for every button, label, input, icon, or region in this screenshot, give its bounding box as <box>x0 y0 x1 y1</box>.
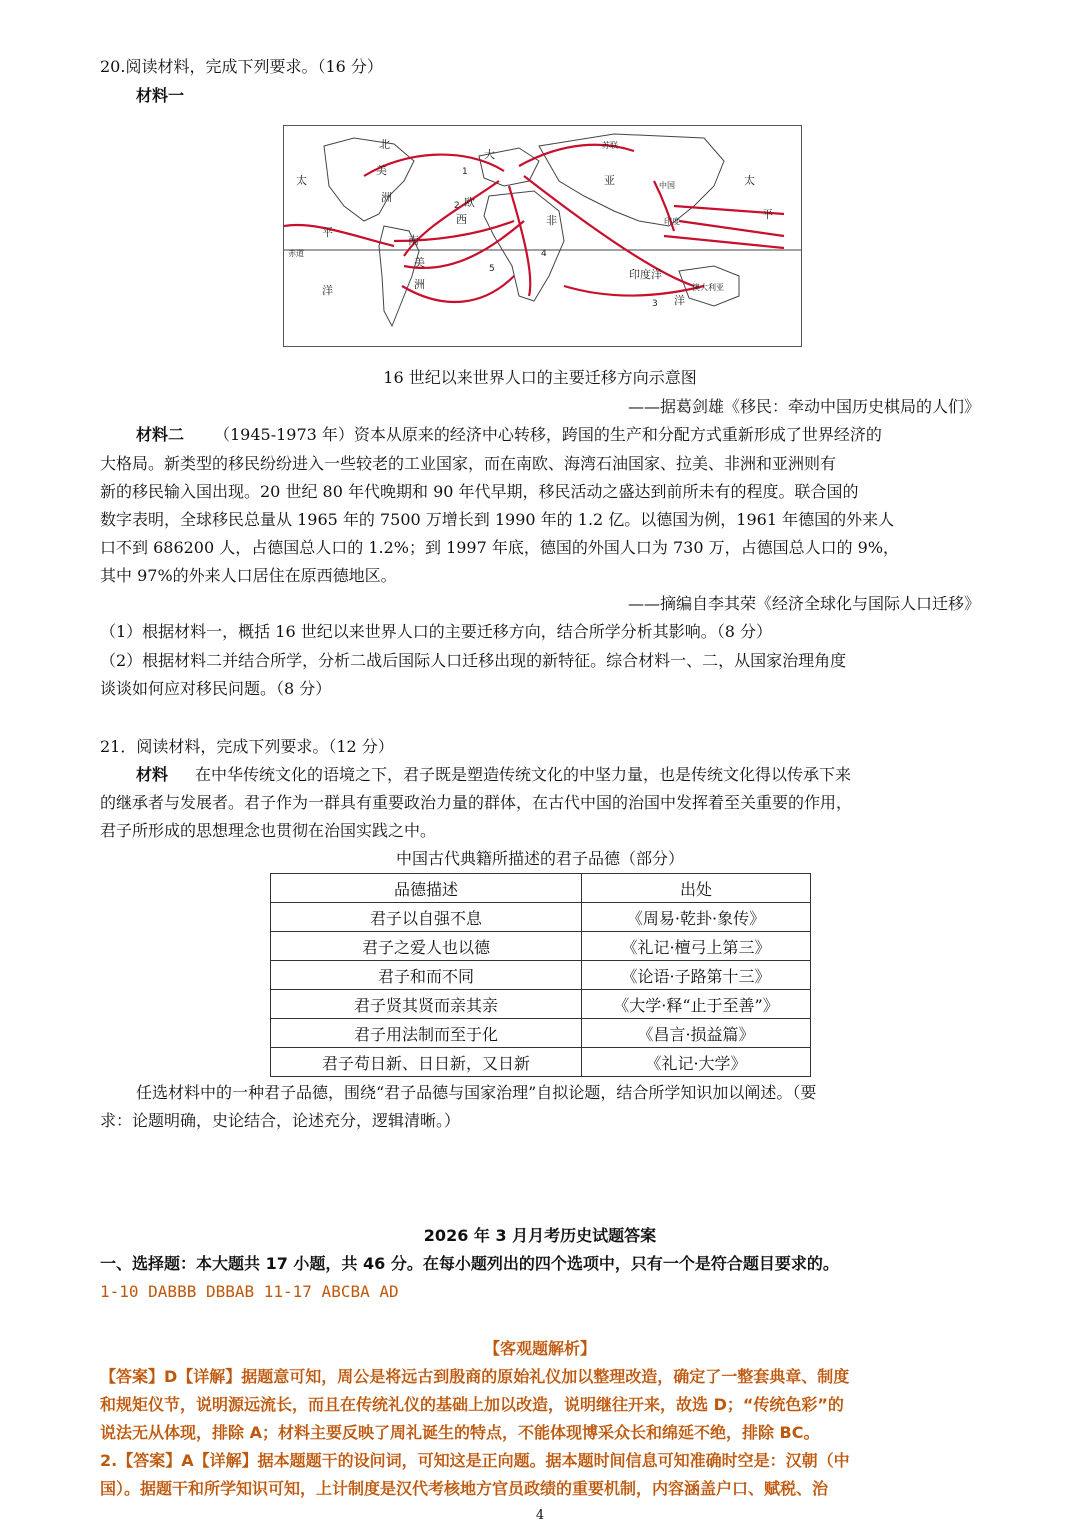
table-cell: 《周易·乾卦·象传》 <box>582 903 811 932</box>
table-cell: 君子贤其贤而亲其亲 <box>271 990 582 1019</box>
table-row <box>271 1019 811 1048</box>
map-label: 洲 <box>381 191 392 204</box>
q21-material-line: 的继承者与发展者。君子作为一群具有重要政治力量的群体，在古代中国的治国中发挥着至关重要的作用， <box>100 793 853 812</box>
q20-heading: 20.阅读材料，完成下列要求。（16 分） <box>100 57 383 76</box>
q20-question-2: （2）根据材料二并结合所学，分析二战后国际人口迁移出现的新特征。综合材料一、二，从国家治理角度 <box>100 651 847 670</box>
map-label: 苏联 <box>602 141 618 150</box>
map-label: 美 <box>376 164 387 177</box>
route-number: 2 <box>454 201 460 211</box>
material2-line: 新的移民输入国出现。20 世纪 80 年代晚期和 90 年代早期，移民活动之盛达到前所未有的程度。联合国的 <box>100 482 859 501</box>
route-number-labels <box>454 167 658 309</box>
q20-question-2-cont: 谈谈如何应对移民问题。（8 分） <box>100 679 332 698</box>
answers-section1: 一、选择题：本大题共 17 小题，共 46 分。在每小题列出的四个选项中，只有一个是符合题目要求的。 <box>100 1254 839 1273</box>
analysis-line: 2.【答案】A【详解】据本题题干的设问词，可知这是正向题。据本题时间信息可知准确时空是：汉朝（中 <box>100 1451 850 1470</box>
map-label: 平 <box>762 208 773 221</box>
route-atlantic-west <box>284 225 394 246</box>
route-europe-africa-south <box>509 186 530 296</box>
table-header: 出处 <box>582 874 811 903</box>
table-header-row <box>271 874 811 903</box>
table-header: 品德描述 <box>271 874 582 903</box>
route-number: 1 <box>462 167 468 177</box>
virtue-table <box>270 873 811 1077</box>
material2-line: 大格局。新类型的移民纷纷进入一些较老的工业国家，而在南欧、海湾石油国家、拉美、非洲和亚洲则有 <box>100 454 837 473</box>
q21-task: 任选材料中的一种君子品德，围绕“君子品德与国家治理”自拟论题，结合所学知识加以阐述。（要 <box>136 1083 817 1102</box>
table-row <box>271 1048 811 1077</box>
table-cell: 《昌言·损益篇》 <box>582 1019 811 1048</box>
q21-material-line: 君子所形成的思想理念也贯彻在治国实践之中。 <box>100 821 437 840</box>
map-caption: 16 世纪以来世界人口的主要迁移方向示意图 <box>383 368 697 387</box>
analysis-title: 【客观题解析】 <box>483 1339 596 1358</box>
route-number: 5 <box>489 264 495 274</box>
page-number: 4 <box>535 1508 545 1523</box>
map-label: 太 <box>296 174 307 187</box>
table-cell: 君子用法制而至于化 <box>271 1019 582 1048</box>
table-cell: 君子以自强不息 <box>271 903 582 932</box>
map-label: 平 <box>322 226 333 239</box>
analysis-line: 和规矩仪节，说明源远流长，而且在传统礼仪的基础上加以改造，说明继往开来，故选 D；“传统色彩”的 <box>100 1395 844 1414</box>
route-asia-pacific-3 <box>664 236 784 248</box>
table-cell: 君子之爱人也以德 <box>271 932 582 961</box>
map-label: 南 <box>408 234 419 247</box>
map-label: 太 <box>744 174 755 187</box>
analysis-line: 国）。据题干和所学知识可知，上计制度是汉代考核地方官员政绩的重要机制，内容涵盖户口、赋税、治 <box>100 1479 829 1498</box>
material2-line: 数字表明，全球移民总量从 1965 年的 7500 万增长到 1990 年的 1.2 亿。以德国为例，1961 年德国的外来人 <box>100 510 895 529</box>
material2-line: 其中 97%的外来人口居住在原西德地区。 <box>100 566 397 585</box>
map-label: 洋 <box>674 294 685 307</box>
migration-map <box>283 125 802 347</box>
map-label: 北 <box>379 138 390 151</box>
q20-material2-label: 材料二 <box>136 425 185 444</box>
table-cell: 君子苟日新、日日新，又日新 <box>271 1048 582 1077</box>
route-asia-pacific-2 <box>679 221 784 236</box>
route-number: 3 <box>652 299 658 309</box>
table-cell: 《礼记·檀弓上第三》 <box>582 932 811 961</box>
map-label: 欧 <box>464 196 475 209</box>
q20-material1-label: 材料一 <box>136 86 185 105</box>
q21-task-cont: 求：论题明确，史论结合，论述充分，逻辑清晰。） <box>100 1111 461 1130</box>
map-label: 非 <box>546 214 557 227</box>
table-cell: 《论语·子路第十三》 <box>582 961 811 990</box>
map-label: 中国 <box>659 181 675 190</box>
route-europe-australia <box>524 176 694 286</box>
north-america-shape <box>324 138 414 221</box>
table-cell: 《大学·释“止于至善”》 <box>582 990 811 1019</box>
material2-line: 口不到 686200 人，占德国总人口的 1.2%；到 1997 年底，德国的外国人口为 730 万，占德国总人口的 9%， <box>100 538 900 557</box>
map-label: 大 <box>484 148 495 161</box>
map-label: 印度 <box>664 217 680 226</box>
q21-heading: 21．阅读材料，完成下列要求。（12 分） <box>100 737 394 756</box>
material2-source: ——摘编自李其荣《经济全球化与国际人口迁移》 <box>627 594 980 613</box>
map-label: 赤道 <box>288 249 304 258</box>
answers-title: 2026 年 3 月月考历史试题答案 <box>423 1226 657 1245</box>
q21-material-line: 在中华传统文化的语境之下，君子既是塑造传统文化的中坚力量，也是传统文化得以传承下来 <box>195 765 852 784</box>
map-source: ——据葛剑雄《移民：牵动中国历史棋局的人们》 <box>627 397 980 416</box>
map-label: 西 <box>456 213 467 226</box>
map-label: 印度洋 <box>629 268 662 281</box>
map-label: 亚 <box>604 174 615 187</box>
table-cell: 《礼记·大学》 <box>582 1048 811 1077</box>
table-row <box>271 932 811 961</box>
answer-key: 1-10 DABBB DBBAB 11-17 ABCBA AD <box>100 1282 399 1301</box>
map-label: 洲 <box>414 278 425 291</box>
analysis-line: 说法无从体现，排除 A；材料主要反映了周礼诞生的特点，不能体现博采众长和绵延不绝，排除 BC。 <box>100 1423 820 1442</box>
map-label: 洋 <box>322 284 333 297</box>
table-row <box>271 903 811 932</box>
route-number: 4 <box>541 249 547 259</box>
table-cell: 君子和而不同 <box>271 961 582 990</box>
africa-shape <box>484 191 564 301</box>
q21-material-label: 材料 <box>136 765 169 784</box>
migration-routes <box>284 145 784 302</box>
world-map-figure <box>284 126 801 346</box>
q20-question-1: （1）根据材料一，概括 16 世纪以来世界人口的主要迁移方向，结合所学分析其影响。（8 分） <box>100 622 772 641</box>
material2-line: （1945-1973 年）资本从原来的经济中心转移，跨国的生产和分配方式重新形成了世界经济的 <box>214 425 882 444</box>
table-title: 中国古代典籍所描述的君子品德（部分） <box>395 849 684 868</box>
map-label: 澳大利亚 <box>692 283 724 292</box>
map-label: 美 <box>414 256 425 269</box>
table-row <box>271 990 811 1019</box>
table-row <box>271 961 811 990</box>
analysis-line: 【答案】D【详解】据题意可知，周公是将远古到殷商的原始礼仪加以整理改造，确定了一整套典章、制度 <box>100 1367 850 1386</box>
